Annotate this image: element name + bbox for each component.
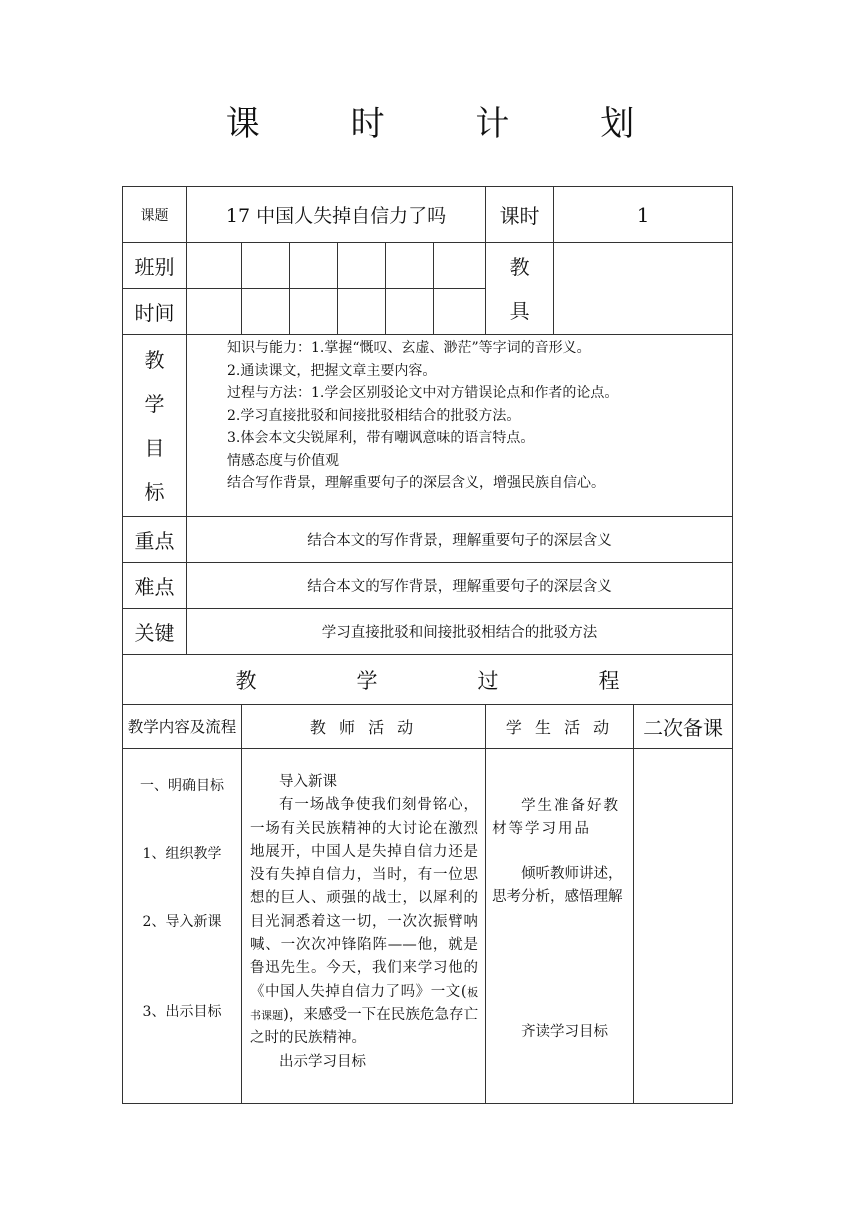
focus-text: 结合本文的写作背景，理解重要句子的深层含义 — [187, 517, 733, 563]
student-item: 齐读学习目标 — [521, 1024, 609, 1040]
class-label: 班别 — [123, 243, 187, 289]
process-heading — [123, 655, 733, 705]
process-char: 教 — [235, 668, 257, 693]
goal-line: 结合写作背景，理解重要句子的深层含义，增强民族自信心。 — [227, 475, 605, 491]
steps-column — [123, 749, 242, 1104]
class-cell — [434, 243, 486, 289]
aids-label-char: 具 — [509, 298, 530, 323]
student-item: 学生准备好教材等学习用品 — [492, 798, 621, 837]
process-char: 过 — [477, 668, 499, 693]
step-item: 一、明确目标 — [140, 778, 224, 794]
goals-label-char: 教 — [144, 347, 165, 372]
teacher-heading: 导入新课 — [279, 774, 337, 790]
topic-label: 课题 — [123, 187, 187, 243]
goals-label-char: 目 — [144, 435, 165, 460]
goals-label-char: 标 — [144, 479, 165, 504]
process-char: 学 — [356, 668, 378, 693]
time-label: 时间 — [123, 289, 187, 335]
teacher-column — [242, 749, 486, 1104]
aids-value — [554, 243, 733, 335]
board-note: 板书课题 — [250, 985, 479, 1022]
goals-label — [123, 335, 187, 517]
teacher-body-text: 有一场战争使我们刻骨铭心，一场有关民族精神的大讨论在激烈地展开，中国人是失掉自信力还是没有失掉自信力，当时，有一位思想的巨人、顽强的战士，以犀利的目光洞悉着这一切，一次次振臂呐喊、一次次冲锋陷阵——他，就是鲁迅先生。今天，我们来学习他的《中国人失掉自信力了吗》一文( — [250, 797, 479, 1000]
difficulty-label: 难点 — [123, 563, 187, 609]
col-header-content: 教学内容及流程 — [123, 705, 242, 749]
time-cell — [434, 289, 486, 335]
teacher-body-text: )，来感受一下在民族危急存亡之时的民族精神。 — [250, 1006, 479, 1047]
topic-value: 17 中国人失掉自信力了吗 — [187, 187, 486, 243]
goal-line: 知识与能力：1.掌握“慨叹、玄虚、渺茫”等字词的音形义。 — [227, 340, 591, 356]
aids-label-char: 教 — [509, 254, 530, 279]
student-column — [486, 749, 634, 1104]
step-item: 2、导入新课 — [142, 914, 222, 930]
class-cell — [338, 243, 386, 289]
goal-line: 2.通读课文，把握文章主要内容。 — [227, 362, 437, 379]
class-cell — [187, 243, 242, 289]
class-cell — [386, 243, 434, 289]
col-header-second: 二次备课 — [634, 705, 733, 749]
process-char: 程 — [598, 668, 620, 693]
second-prep-column — [634, 749, 733, 1104]
difficulty-text: 结合本文的写作背景，理解重要句子的深层含义 — [187, 563, 733, 609]
goal-line: 情感态度与价值观 — [227, 452, 339, 469]
time-cell — [290, 289, 338, 335]
goal-line: 2.学习直接批驳和间接批驳相结合的批驳方法。 — [227, 407, 521, 424]
key-label: 关键 — [123, 609, 187, 655]
goal-line: 过程与方法：1.学会区别驳论文中对方错误论点和作者的论点。 — [227, 385, 619, 401]
step-item: 3、出示目标 — [142, 1004, 222, 1020]
class-cell — [290, 243, 338, 289]
aids-label — [486, 243, 554, 335]
time-cell — [187, 289, 242, 335]
col-header-student: 学 生 活 动 — [486, 705, 634, 749]
teacher-footer: 出示学习目标 — [279, 1053, 366, 1070]
time-cell — [242, 289, 290, 335]
teacher-body — [250, 794, 478, 1050]
step-item: 1、组织教学 — [142, 846, 222, 862]
time-cell — [338, 289, 386, 335]
class-cell — [242, 243, 290, 289]
key-text: 学习直接批驳和间接批驳相结合的批驳方法 — [187, 609, 733, 655]
hours-value: 1 — [554, 187, 733, 243]
student-item: 倾听教师讲述，思考分析，感悟理解 — [492, 866, 623, 905]
goal-line: 3.体会本文尖锐犀利，带有嘲讽意味的语言特点。 — [227, 430, 535, 446]
focus-label: 重点 — [123, 517, 187, 563]
hours-label: 课时 — [486, 187, 554, 243]
goals-content — [187, 335, 733, 517]
goals-label-char: 学 — [144, 391, 165, 416]
page-title: 课 时 计 划 — [225, 104, 675, 144]
lesson-plan-table — [122, 186, 733, 1104]
col-header-teacher: 教 师 活 动 — [242, 705, 486, 749]
time-cell — [386, 289, 434, 335]
